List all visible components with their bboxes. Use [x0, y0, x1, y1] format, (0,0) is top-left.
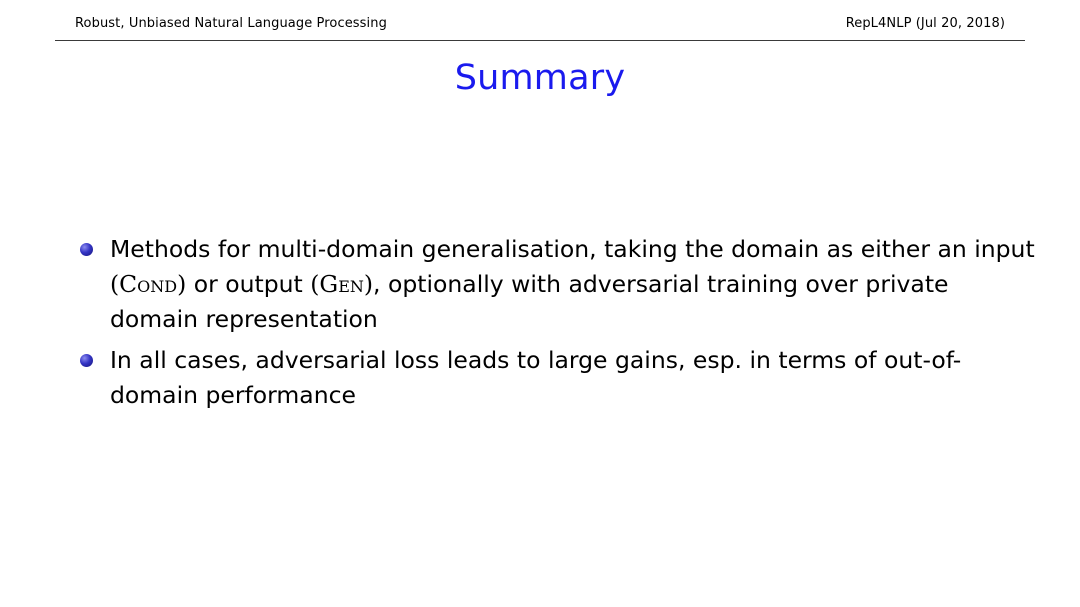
- header-venue-date: RepL4NLP (Jul 20, 2018): [845, 16, 1005, 31]
- bullet-text: In all cases, adversarial loss leads to large gains, esp. in terms of out-of-domain performance: [110, 346, 962, 409]
- slide-title: Summary: [454, 58, 626, 98]
- header-talk-title: Robust, Unbiased Natural Language Processing: [75, 16, 387, 31]
- term-cond: Cond: [119, 270, 178, 298]
- paren-close: ): [363, 270, 374, 298]
- paren-close: ): [177, 270, 187, 298]
- bullet-text-part1: Methods for multi-domain generalisation, taking the domain as either an input: [110, 235, 1035, 263]
- bullet-text-part2: , optionally with adversarial training over private domain representation: [110, 270, 949, 333]
- term-gen: Gen: [319, 270, 364, 298]
- slide-header: [55, 14, 1025, 41]
- bullet-icon: [80, 243, 93, 256]
- bullet-item-methods: [80, 232, 1040, 337]
- bullet-item-adversarial: [80, 343, 1040, 413]
- bullet-icon: [80, 354, 93, 367]
- bullet-list: [80, 232, 1040, 419]
- paren-open: (: [310, 270, 320, 298]
- paren-open: (: [110, 270, 120, 298]
- bullet-text-mid: or output: [186, 270, 311, 298]
